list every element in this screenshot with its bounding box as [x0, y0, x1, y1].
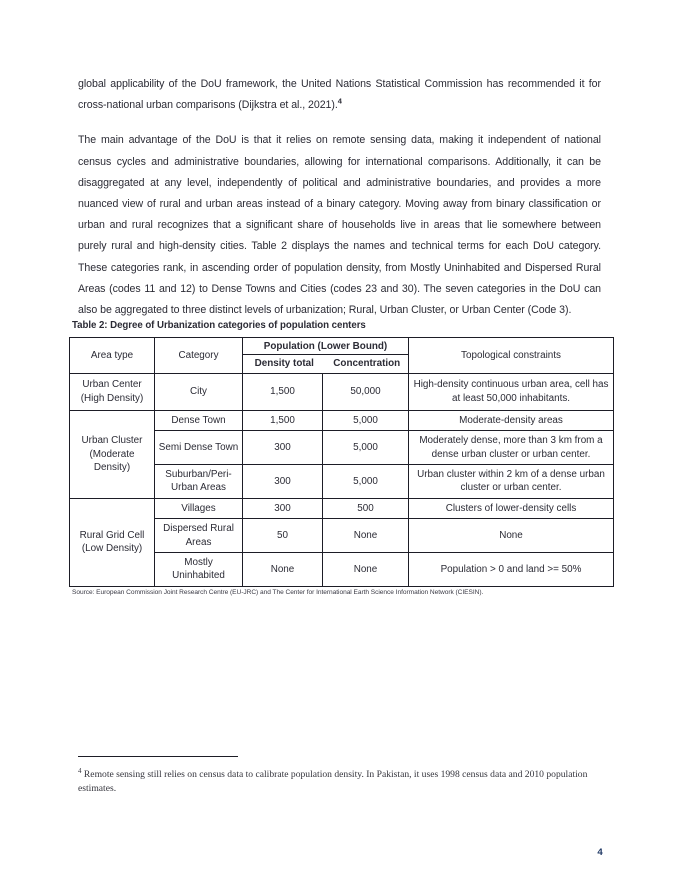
category-city: City [155, 373, 243, 410]
paragraph-2: The main advantage of the DoU is that it relies on remote sensing data, making it independent of national census cycles and administrative boundaries, allowing for international comparisons. Additionally, it can be disaggregated at any level, independently of political and administrative boundaries, and provides a more nuanced view of rural and urban areas instead of a binary category. Moving away from binary classification or urban and rural recognizes that a significant share of households live in areas that lie somewhere between purely rural and high-density cities. Table 2 displays the names and technical terms for each DoU category. These categories rank, in ascending order of population density, from Mostly Uninhabited and Dispersed Rural Areas (codes 11 and 12) to Dense Towns and Cities (codes 23 and 30). The seven categories in the DoU can also be aggregated to three distinct levels of urbanization; Rural, Urban Cluster, or Urban Center (Code 3). [78, 134, 601, 317]
concentration-dense-town: 5,000 [323, 410, 409, 430]
header-concentration: Concentration [333, 358, 401, 370]
category-mostly-uninhabited: Mostly Uninhabited [155, 553, 243, 587]
density-dense-town: 1,500 [243, 410, 323, 430]
paragraph-1 [78, 74, 601, 116]
density-villages: 300 [243, 498, 323, 518]
category-semi-dense-town: Semi Dense Town [155, 431, 243, 465]
paragraph-1-text: global applicability of the DoU framework, the United Nations Statistical Commission has recommended it for cross-national urban comparisons (Dijkstra et al., 2021). [78, 78, 601, 112]
table-row [70, 498, 614, 518]
category-suburban-peri-urban: Suburban/Peri-Urban Areas [155, 465, 243, 499]
table-caption: Table 2: Degree of Urbanization categories of population centers [72, 320, 366, 331]
table-row [70, 410, 614, 430]
population-subheader-table [243, 338, 408, 373]
degree-of-urbanization-table [69, 337, 614, 587]
footnote-number: 4 [78, 766, 82, 775]
concentration-suburban-peri-urban: 5,000 [323, 465, 409, 499]
footnote-body: Remote sensing still relies on census data to calibrate population density. In Pakistan, it uses 1998 census data and 2010 population estimates. [78, 769, 588, 794]
header-category: Category [155, 338, 243, 374]
header-topological-constraints: Topological constraints [409, 338, 614, 374]
constraints-dense-town: Moderate-density areas [409, 410, 614, 430]
page-number: 4 [597, 847, 603, 858]
constraints-mostly-uninhabited: Population > 0 and land >= 50% [409, 553, 614, 587]
density-mostly-uninhabited: None [243, 553, 323, 587]
area-type-urban-center: Urban Center (High Density) [70, 373, 155, 410]
concentration-villages: 500 [323, 498, 409, 518]
footnote-separator-rule [78, 756, 238, 757]
table-body [70, 373, 614, 586]
area-type-rural-grid-cell: Rural Grid Cell (Low Density) [70, 498, 155, 586]
category-dispersed-rural-areas: Dispersed Rural Areas [155, 519, 243, 553]
density-semi-dense-town: 300 [243, 431, 323, 465]
concentration-mostly-uninhabited: None [323, 553, 409, 587]
header-density-total: Density total [254, 358, 314, 370]
area-type-urban-cluster: Urban Cluster (Moderate Density) [70, 410, 155, 498]
header-population-lower-bound: Population (Lower Bound) [243, 338, 408, 355]
table-2-block [69, 320, 613, 596]
footnote-area [78, 756, 601, 796]
density-suburban-peri-urban: 300 [243, 465, 323, 499]
constraints-suburban-peri-urban: Urban cluster within 2 km of a dense urban cluster or urban center. [409, 465, 614, 499]
constraints-villages: Clusters of lower-density cells [409, 498, 614, 518]
concentration-dispersed-rural-areas: None [323, 519, 409, 553]
concentration-semi-dense-town: 5,000 [323, 431, 409, 465]
table-source-note: Source: European Commission Joint Research Centre (EU-JRC) and The Center for International Earth Science Information Network (CIESIN). [72, 588, 484, 596]
density-dispersed-rural-areas: 50 [243, 519, 323, 553]
constraints-city: High-density continuous urban area, cell has at least 50,000 inhabitants. [409, 373, 614, 410]
constraints-dispersed-rural-areas: None [409, 519, 614, 553]
concentration-city: 50,000 [323, 373, 409, 410]
body-text-container [78, 74, 601, 321]
table-header-row [70, 338, 614, 374]
header-population-group [243, 338, 409, 374]
category-dense-town: Dense Town [155, 410, 243, 430]
table-row [70, 373, 614, 410]
constraints-semi-dense-town: Moderately dense, more than 3 km from a dense urban cluster or urban center. [409, 431, 614, 465]
density-city: 1,500 [243, 373, 323, 410]
footnote-reference-marker[interactable]: 4 [337, 96, 342, 106]
footnote-text [78, 768, 601, 796]
header-area-type: Area type [70, 338, 155, 374]
category-villages: Villages [155, 498, 243, 518]
